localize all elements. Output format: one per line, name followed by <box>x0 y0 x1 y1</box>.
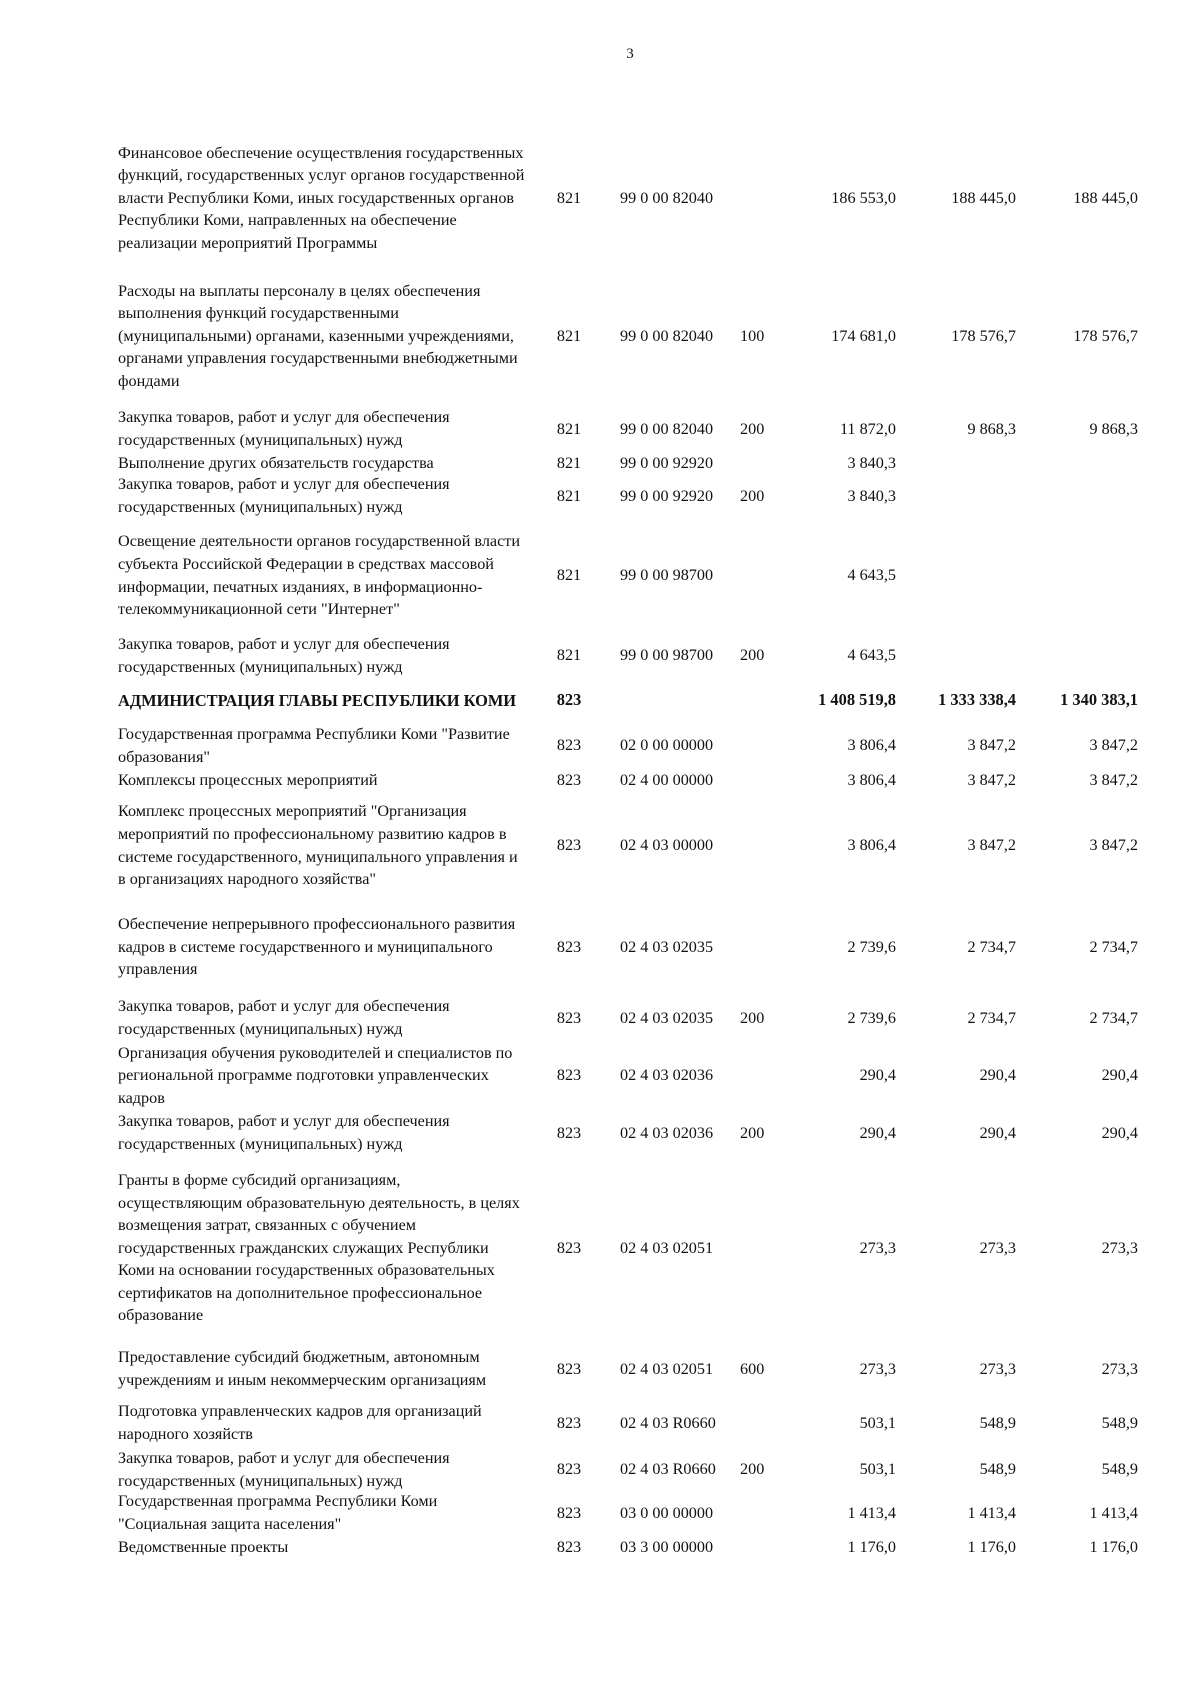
row-name: Ведомственные проекты <box>118 1537 289 1556</box>
row-ministry-code: 823 <box>556 690 582 710</box>
row-ministry-code: 823 <box>556 770 582 789</box>
table-row <box>118 768 1138 792</box>
row-name: Закупка товаров, работ и услуг для обеспечения государственных (муниципальных) нужд <box>118 475 450 516</box>
row-amount-year-2: 1 176,0 <box>967 1537 1016 1556</box>
table-row <box>118 1156 1138 1340</box>
row-amount-year-1: 503,1 <box>859 1460 896 1479</box>
row-target-article: 02 4 03 02035 <box>620 1008 714 1027</box>
table-row <box>118 1491 1138 1535</box>
row-expense-type: 200 <box>740 1008 765 1027</box>
row-ministry-code: 823 <box>556 836 582 855</box>
row-ministry-code: 823 <box>556 1460 582 1479</box>
row-target-article: 02 4 03 R0660 <box>620 1460 716 1479</box>
row-amount-year-1: 3 840,3 <box>847 486 896 505</box>
table-row <box>118 1110 1138 1156</box>
row-amount-year-2: 273,3 <box>979 1238 1016 1257</box>
row-amount-year-3: 3 847,2 <box>1089 770 1138 789</box>
table-row <box>118 1041 1138 1110</box>
row-amount-year-1: 3 806,4 <box>847 770 896 789</box>
row-amount-year-1: 11 872,0 <box>839 419 896 438</box>
table-row <box>118 518 1138 633</box>
row-ministry-code: 823 <box>556 937 582 956</box>
row-name: Предоставление субсидий бюджетным, автономным учреждениям и иным некоммерческим организациям <box>118 1348 487 1389</box>
table-row <box>118 130 1138 266</box>
table-row <box>118 995 1138 1041</box>
table-row <box>118 633 1138 678</box>
row-name: Обеспечение непрерывного профессионального развития кадров в системе государственного и муниципального управления <box>118 915 516 979</box>
row-amount-year-3: 3 847,2 <box>1089 736 1138 755</box>
row-name: Закупка товаров, работ и услуг для обеспечения государственных (муниципальных) нужд <box>118 634 450 676</box>
row-ministry-code: 823 <box>556 1413 582 1432</box>
row-ministry-code: 821 <box>556 188 582 207</box>
row-amount-year-2: 1 333 338,4 <box>938 690 1016 710</box>
row-target-article: 99 0 00 82040 <box>620 188 714 207</box>
row-ministry-code: 821 <box>556 646 582 665</box>
row-name: АДМИНИСТРАЦИЯ ГЛАВЫ РЕСПУБЛИКИ КОМИ <box>118 690 517 710</box>
table-row <box>118 1535 1138 1559</box>
row-name: Подготовка управленческих кадров для организаций народного хозяйств <box>118 1402 482 1443</box>
row-name: Организация обучения руководителей и специалистов по региональной программе подготовки управленческих кадров <box>118 1043 513 1107</box>
row-target-article: 99 0 00 98700 <box>620 566 714 585</box>
row-amount-year-1: 273,3 <box>859 1359 896 1378</box>
row-target-article: 02 4 03 R0660 <box>620 1413 716 1432</box>
table-row <box>118 406 1138 452</box>
budget-table <box>118 130 1138 1559</box>
row-amount-year-3: 1 340 383,1 <box>1060 690 1138 710</box>
row-amount-year-2: 3 847,2 <box>967 736 1016 755</box>
row-target-article: 99 0 00 82040 <box>620 326 714 345</box>
row-ministry-code: 823 <box>556 1066 582 1085</box>
row-amount-year-2: 2 734,7 <box>967 1008 1016 1027</box>
row-amount-year-3: 1 176,0 <box>1089 1537 1138 1556</box>
table-row <box>118 1340 1138 1398</box>
page-number: 3 <box>626 46 634 62</box>
row-ministry-code: 823 <box>556 1537 582 1556</box>
row-amount-year-3: 273,3 <box>1101 1238 1138 1257</box>
row-amount-year-3: 273,3 <box>1101 1359 1138 1378</box>
row-amount-year-1: 3 840,3 <box>847 453 896 472</box>
row-amount-year-3: 548,9 <box>1101 1460 1138 1479</box>
row-name: Государственная программа Республики Коми "Социальная защита населения" <box>118 1492 438 1533</box>
row-ministry-code: 823 <box>556 736 582 755</box>
row-amount-year-3: 9 868,3 <box>1089 419 1138 438</box>
row-ministry-code: 823 <box>556 1503 582 1522</box>
row-name: Комплекс процессных мероприятий "Организация мероприятий по профессиональному развитию кадров в системе государственного, муниципального управления и в организациях народного хозяйства" <box>118 802 518 889</box>
row-target-article: 02 4 03 02051 <box>620 1238 714 1257</box>
row-expense-type: 200 <box>740 646 765 665</box>
row-target-article: 03 0 00 00000 <box>620 1503 714 1522</box>
table-row <box>118 792 1138 899</box>
row-ministry-code: 823 <box>556 1008 582 1027</box>
row-target-article: 02 0 00 00000 <box>620 736 714 755</box>
row-amount-year-1: 186 553,0 <box>831 188 896 207</box>
row-name: Гранты в форме субсидий организациям, осуществляющим образовательную деятельность, в целях возмещения затрат, связанных с обучением государственных гражданских служащих Республики Коми на основании государственных образовательных сертификатов на дополнительное профессиональное образование <box>118 1170 520 1325</box>
row-target-article: 02 4 03 02036 <box>620 1066 714 1085</box>
row-amount-year-3: 1 413,4 <box>1089 1503 1138 1522</box>
row-amount-year-1: 2 739,6 <box>847 1008 896 1027</box>
row-amount-year-1: 174 681,0 <box>831 326 896 345</box>
row-name: Освещение деятельности органов государственной власти субъекта Российской Федерации в средствах массовой информации, печатных изданиях, в информационно-телекоммуникационной сети "Интернет" <box>118 532 521 619</box>
row-ministry-code: 821 <box>556 326 582 345</box>
row-ministry-code: 823 <box>556 1238 582 1257</box>
row-name: Закупка товаров, работ и услуг для обеспечения государственных (муниципальных) нужд <box>118 997 450 1038</box>
row-amount-year-3: 178 576,7 <box>1073 326 1138 345</box>
table-row <box>118 723 1138 768</box>
row-target-article: 99 0 00 92920 <box>620 486 714 505</box>
row-expense-type: 200 <box>740 486 765 505</box>
row-amount-year-1: 290,4 <box>859 1066 896 1085</box>
row-amount-year-3: 188 445,0 <box>1073 188 1138 207</box>
row-name: Комплексы процессных мероприятий <box>118 770 378 789</box>
row-amount-year-1: 4 643,5 <box>847 566 896 585</box>
row-amount-year-1: 503,1 <box>859 1413 896 1432</box>
row-amount-year-1: 1 176,0 <box>847 1537 896 1556</box>
table-row <box>118 1448 1138 1491</box>
row-target-article: 02 4 03 02035 <box>620 937 714 956</box>
row-amount-year-1: 4 643,5 <box>847 646 896 665</box>
row-amount-year-1: 2 739,6 <box>847 937 896 956</box>
row-expense-type: 200 <box>740 419 765 438</box>
row-expense-type: 600 <box>740 1359 765 1378</box>
row-target-article: 99 0 00 82040 <box>620 419 714 438</box>
table-row <box>118 1398 1138 1448</box>
row-target-article: 02 4 03 02036 <box>620 1123 714 1142</box>
row-target-article: 02 4 00 00000 <box>620 770 714 789</box>
row-target-article: 99 0 00 98700 <box>620 646 714 665</box>
row-amount-year-2: 273,3 <box>979 1359 1016 1378</box>
row-amount-year-2: 290,4 <box>979 1123 1016 1142</box>
row-amount-year-2: 9 868,3 <box>967 419 1016 438</box>
row-amount-year-1: 3 806,4 <box>847 736 896 755</box>
row-amount-year-1: 1 413,4 <box>847 1503 896 1522</box>
row-amount-year-2: 2 734,7 <box>967 937 1016 956</box>
row-amount-year-2: 178 576,7 <box>951 326 1016 345</box>
row-name: Закупка товаров, работ и услуг для обеспечения государственных (муниципальных) нужд <box>118 1112 450 1153</box>
row-amount-year-2: 3 847,2 <box>967 770 1016 789</box>
row-amount-year-2: 548,9 <box>979 1413 1016 1432</box>
row-target-article: 02 4 03 00000 <box>620 836 714 855</box>
row-amount-year-3: 290,4 <box>1101 1123 1138 1142</box>
row-ministry-code: 823 <box>556 1123 582 1142</box>
row-ministry-code: 821 <box>556 486 582 505</box>
row-target-article: 03 3 00 00000 <box>620 1537 714 1556</box>
row-target-article: 99 0 00 92920 <box>620 453 714 472</box>
row-ministry-code: 821 <box>556 566 582 585</box>
row-ministry-code: 821 <box>556 453 582 472</box>
row-amount-year-2: 548,9 <box>979 1460 1016 1479</box>
table-row <box>118 474 1138 518</box>
row-ministry-code: 823 <box>556 1359 582 1378</box>
row-target-article: 02 4 03 02051 <box>620 1359 714 1378</box>
row-amount-year-3: 290,4 <box>1101 1066 1138 1085</box>
row-amount-year-3: 3 847,2 <box>1089 836 1138 855</box>
row-amount-year-2: 290,4 <box>979 1066 1016 1085</box>
row-name: Закупка товаров, работ и услуг для обеспечения государственных (муниципальных) нужд <box>118 408 450 449</box>
row-amount-year-1: 3 806,4 <box>847 836 896 855</box>
table-row-section-header <box>118 678 1138 723</box>
row-amount-year-3: 2 734,7 <box>1089 1008 1138 1027</box>
table-row <box>118 266 1138 406</box>
row-expense-type: 100 <box>740 326 765 345</box>
row-name: Закупка товаров, работ и услуг для обеспечения государственных (муниципальных) нужд <box>118 1448 450 1490</box>
row-amount-year-1: 290,4 <box>859 1123 896 1142</box>
row-amount-year-2: 3 847,2 <box>967 836 1016 855</box>
row-name: Расходы на выплаты персоналу в целях обеспечения выполнения функций государственными (муниципальными) органами, казенными учреждениями, органами управления государственными внебюджетными фондами <box>118 281 518 390</box>
row-amount-year-2: 188 445,0 <box>951 188 1016 207</box>
row-amount-year-2: 1 413,4 <box>967 1503 1016 1522</box>
row-amount-year-1: 1 408 519,8 <box>818 690 896 710</box>
row-name: Выполнение других обязательств государства <box>118 453 434 472</box>
row-name: Финансовое обеспечение осуществления государственных функций, государственных услуг органов государственной власти Республики Коми, иных государственных органов Республики Коми, направленных на обеспечение реализации мероприятий Программы <box>118 143 525 252</box>
row-expense-type: 200 <box>740 1123 765 1142</box>
row-amount-year-1: 273,3 <box>859 1238 896 1257</box>
table-row <box>118 899 1138 995</box>
row-name: Государственная программа Республики Коми "Развитие образования" <box>118 724 510 766</box>
row-expense-type: 200 <box>740 1460 765 1479</box>
row-ministry-code: 821 <box>556 419 582 438</box>
row-amount-year-3: 548,9 <box>1101 1413 1138 1432</box>
table-row <box>118 452 1138 474</box>
row-amount-year-3: 2 734,7 <box>1089 937 1138 956</box>
